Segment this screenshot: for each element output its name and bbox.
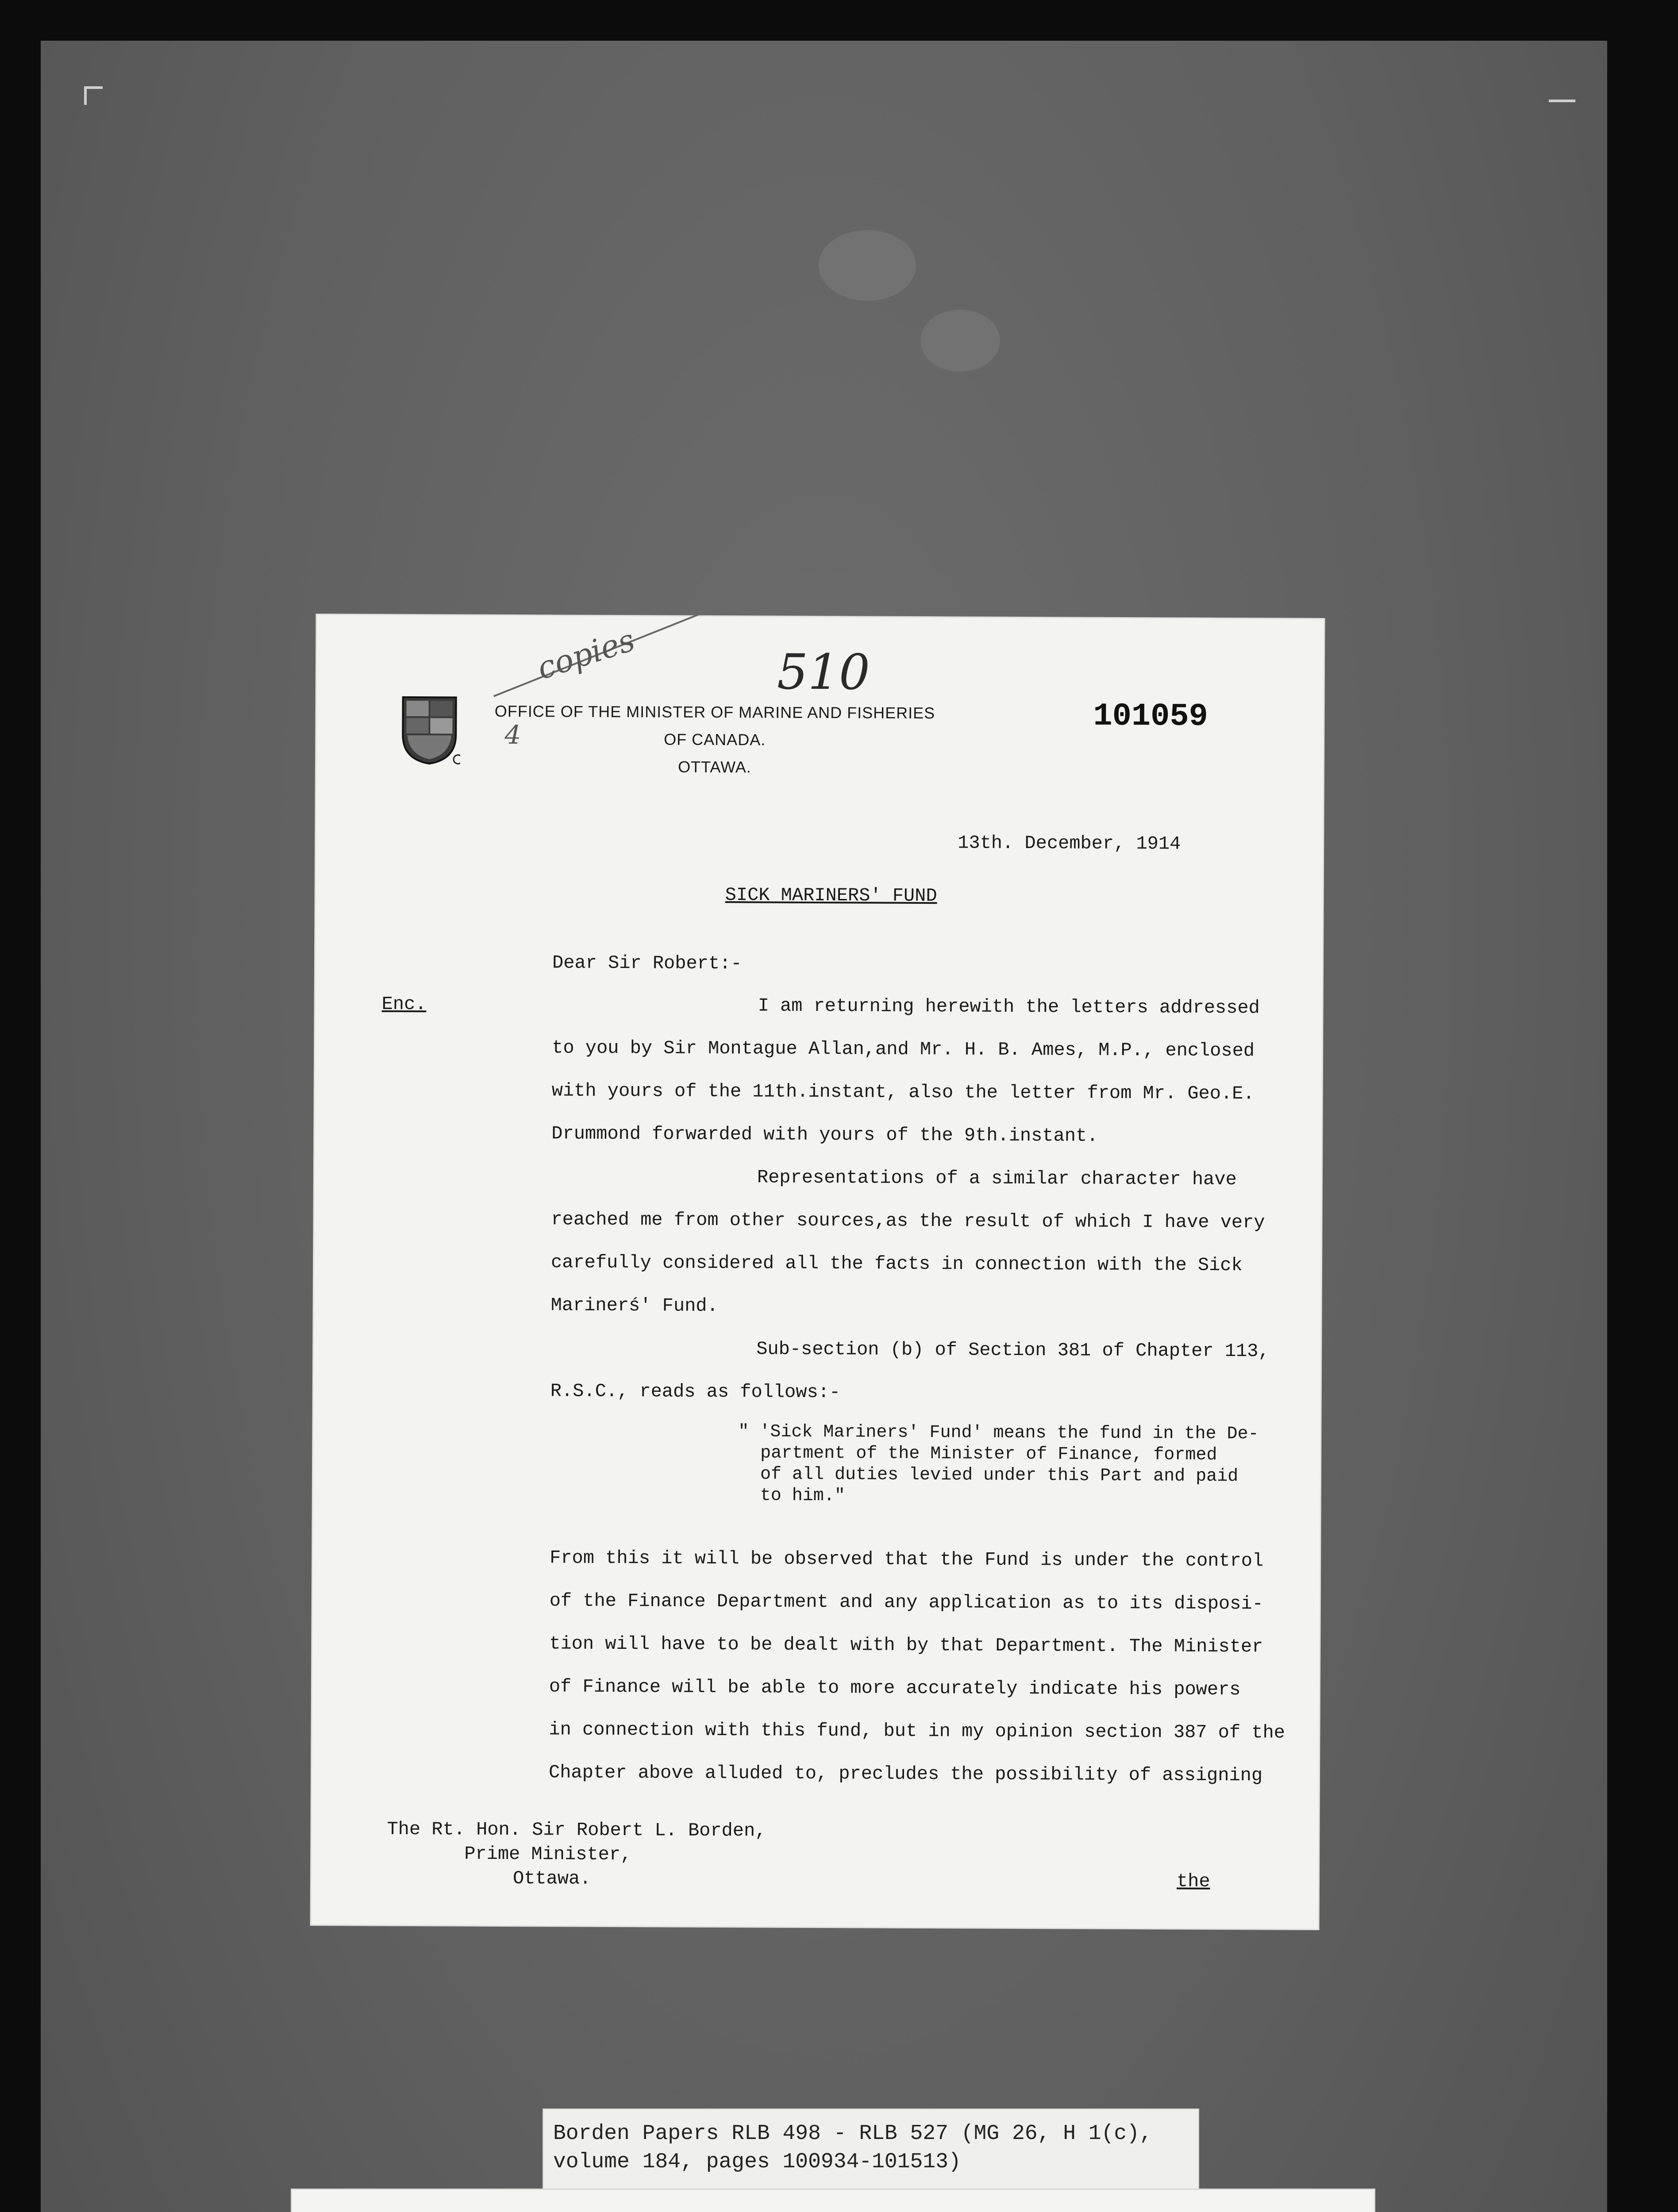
body-line: to you by Sir Montague Allan,and Mr. H. B. Ames, M.P., enclosed [552,1037,1255,1062]
body-line: tion will have to be dealt with by that Department. The Minister [549,1633,1263,1658]
quoted-definition-line: " 'Sick Mariners' Fund' means the fund in the De- [738,1422,1259,1444]
backing-smudge [819,230,916,301]
source-line: Borden Papers RLB 498 - RLB 527 (MG 26, H 1(c), [553,2122,1152,2146]
quoted-definition-line: of all duties levied under this Part and paid [760,1464,1239,1487]
letterhead-city: OTTAWA. [678,757,751,776]
source-citation-label [543,2109,1198,2189]
handwritten-note: copies [532,622,639,687]
body-line: in connection with this fund, but in my opinion section 387 of the [549,1719,1285,1743]
next-page-catchword: the [1176,1870,1210,1892]
handwritten-number: 510 [777,643,870,701]
backing-smudge [920,310,1000,372]
salutation: Dear Sir Robert:- [552,952,742,975]
letterhead-country: OF CANADA. [664,730,766,749]
addressee-line: Ottawa. [512,1868,591,1889]
body-line: Representations of a similar character have [757,1167,1237,1190]
quoted-definition-line: to him." [760,1486,845,1506]
body-line: of the Finance Department and any application as to its disposi- [549,1590,1263,1615]
archives-card [292,2190,1374,2212]
letter-sheet [312,615,1324,1929]
addressee-line: Prime Minister, [464,1843,632,1866]
crop-mark-top-right [1549,100,1575,105]
addressee-line: The Rt. Hon. Sir Robert L. Borden, [387,1818,766,1842]
handwritten-mark: 4 [504,719,521,750]
body-line: From this it will be observed that the Fund is under the control [550,1547,1264,1572]
body-line: R.S.C., reads as follows:- [550,1380,841,1403]
document-number: 101059 [1093,698,1208,735]
body-line: Marinerś' Fund. [550,1294,718,1317]
body-line: carefully considered all the facts in connection with the Sick [550,1252,1243,1276]
body-line: Drummond forwarded with yours of the 9th.instant. [551,1123,1098,1147]
body-line: Chapter above alluded to, precludes the possibility of assigning [548,1762,1263,1786]
body-line: Sub-section (b) of Section 381 of Chapter 113, [756,1338,1270,1362]
body-line: with yours of the 11th.instant, also the letter from Mr. Geo.E. [551,1080,1255,1105]
source-line: volume 184, pages 100934-101513) [553,2150,961,2174]
body-line: of Finance will be able to more accurately indicate his powers [549,1676,1241,1701]
quoted-definition-line: partment of the Minister of Finance, formed [760,1443,1217,1465]
letter-date: 13th. December, 1914 [958,832,1181,855]
letterhead-office: OFFICE OF THE MINISTER OF MARINE AND FISHERIES [494,702,935,722]
enclosure-note: Enc. [381,993,427,1015]
body-line: I am returning herewith the letters addressed [758,995,1260,1019]
letter-subject: SICK MARINERS' FUND [725,884,937,907]
body-line: reached me from other sources,as the result of which I have very [551,1209,1265,1233]
crop-mark-top-left [84,86,103,105]
